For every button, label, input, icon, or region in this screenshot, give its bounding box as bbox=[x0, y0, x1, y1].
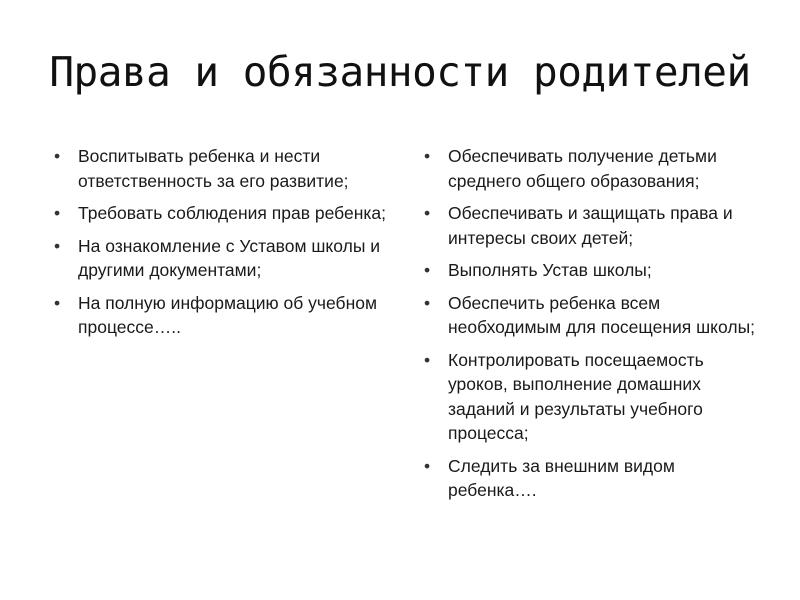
bullet-icon: • bbox=[54, 235, 61, 256]
bullet-icon: • bbox=[424, 203, 431, 223]
bullet-icon: • bbox=[424, 146, 431, 166]
bullet-icon: • bbox=[424, 455, 431, 476]
list-item-text: На ознакомление с Уставом школы и другими документами; bbox=[78, 235, 381, 280]
list-item-text: Следить за внешним видом ребенка…. bbox=[448, 455, 675, 500]
list-item-text: Обеспечивать получение детьми среднего общего образования; bbox=[448, 146, 717, 191]
bullet-icon: • bbox=[424, 349, 431, 370]
list-item bbox=[54, 234, 394, 283]
right-column-list bbox=[424, 144, 764, 511]
bullet-icon: • bbox=[54, 146, 61, 166]
list-item-text: Обеспечивать и защищать права и интересы своих детей; bbox=[448, 203, 733, 248]
list-item-text: Контролировать посещаемость уроков, выполнение домашних заданий и результаты учебного процесса; bbox=[448, 349, 704, 443]
list-item bbox=[424, 454, 764, 503]
list-item-text: Воспитывать ребенка и нести ответственность за его развитие; bbox=[78, 146, 349, 191]
bullet-icon: • bbox=[54, 203, 61, 223]
list-item bbox=[54, 201, 394, 226]
list-item bbox=[54, 144, 394, 193]
list-item bbox=[424, 144, 764, 193]
list-item bbox=[424, 201, 764, 250]
list-item bbox=[424, 291, 764, 340]
list-item-text: Требовать соблюдения прав ребенка; bbox=[78, 203, 386, 223]
slide-title: Права и обязанности родителей bbox=[49, 48, 751, 96]
bullet-icon: • bbox=[424, 292, 431, 313]
list-item bbox=[424, 348, 764, 446]
bullet-icon: • bbox=[54, 292, 61, 313]
bullet-icon: • bbox=[424, 260, 431, 280]
list-item bbox=[424, 258, 764, 283]
left-column-list bbox=[54, 144, 394, 348]
list-item-text: Обеспечить ребенка всем необходимым для посещения школы; bbox=[448, 292, 756, 337]
list-item-text: Выполнять Устав школы; bbox=[448, 260, 652, 280]
list-item-text: На полную информацию об учебном процессе….. bbox=[78, 292, 377, 337]
list-item bbox=[54, 291, 394, 340]
